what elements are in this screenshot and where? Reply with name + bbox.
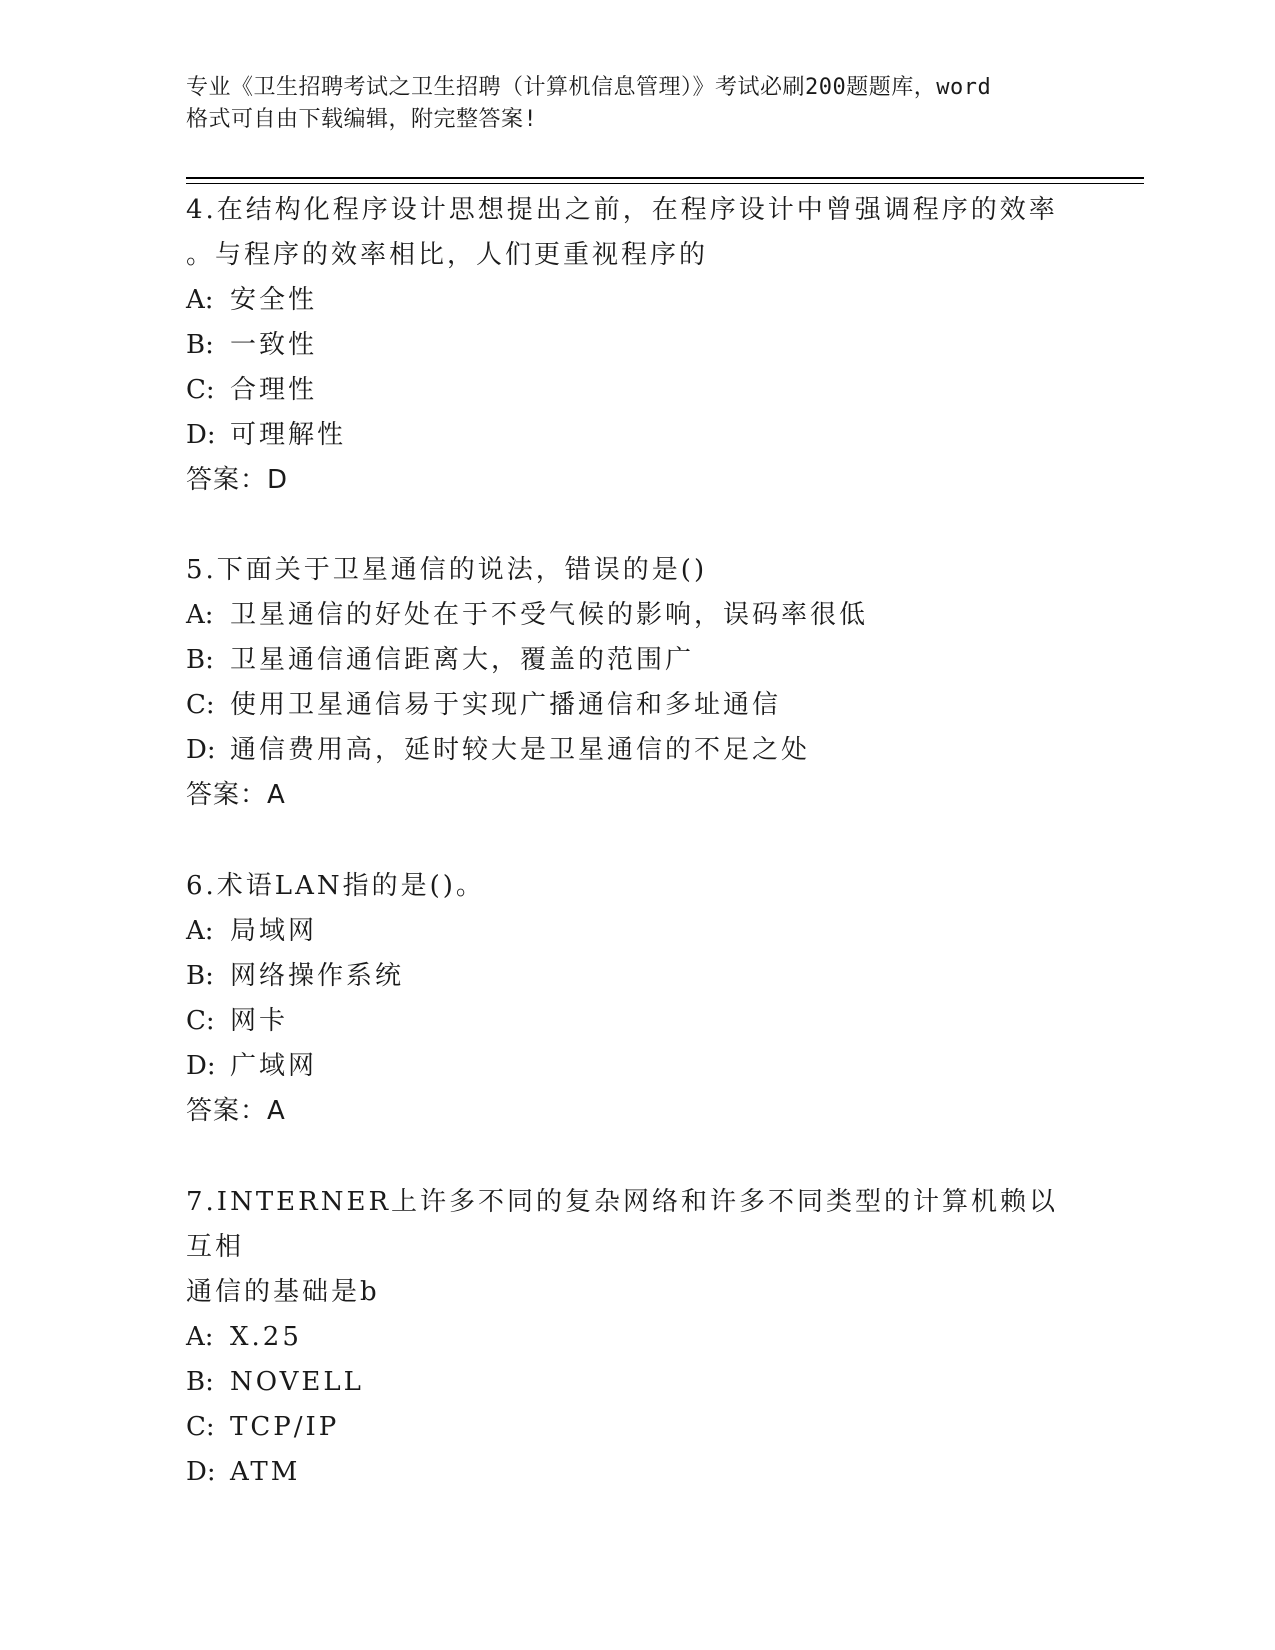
question-stem <box>186 548 1086 593</box>
option-text: 合理性 <box>230 375 318 405</box>
option-text: 局域网 <box>230 916 318 946</box>
option-text: 卫星通信通信距离大，覆盖的范围广 <box>230 645 695 675</box>
question-7 <box>186 1180 1086 1495</box>
option-text: 一致性 <box>230 330 318 360</box>
answer-line: 答案：A <box>186 1096 286 1126</box>
question-5 <box>186 548 1086 818</box>
option-b <box>186 638 1086 683</box>
option-b <box>186 954 1086 999</box>
option-letter: D: <box>186 735 216 765</box>
option-letter: B: <box>186 961 214 991</box>
question-stem-line-2: 。与程序的效率相比，人们更重视程序的 <box>186 240 709 270</box>
question-stem <box>186 1180 1086 1315</box>
option-a <box>186 909 1086 954</box>
option-text: 使用卫星通信易于实现广播通信和多址通信 <box>230 690 782 720</box>
option-text: 通信费用高，延时较大是卫星通信的不足之处 <box>230 735 811 765</box>
question-stem-line-2: 通信的基础是b <box>186 1277 380 1307</box>
option-text: 网卡 <box>230 1006 289 1036</box>
option-letter: A: <box>186 285 214 315</box>
option-d <box>186 1450 1086 1495</box>
question-4 <box>186 188 1086 503</box>
option-text: NOVELL <box>230 1367 364 1397</box>
option-letter: C: <box>186 1006 215 1036</box>
option-letter: C: <box>186 375 215 405</box>
option-letter: B: <box>186 1367 214 1397</box>
question-6 <box>186 864 1086 1134</box>
answer-line: 答案：D <box>186 465 289 495</box>
option-c <box>186 368 1086 413</box>
option-c <box>186 1405 1086 1450</box>
option-b <box>186 323 1086 368</box>
option-a <box>186 1315 1086 1360</box>
option-d <box>186 413 1086 458</box>
question-stem-line-1: 4.在结构化程序设计思想提出之前，在程序设计中曾强调程序的效率 <box>186 195 1058 225</box>
option-letter: D: <box>186 1051 216 1081</box>
option-c <box>186 683 1086 728</box>
option-d <box>186 1044 1086 1089</box>
option-letter: C: <box>186 690 215 720</box>
option-text: ATM <box>230 1457 301 1487</box>
option-text: 卫星通信的好处在于不受气候的影响，误码率很低 <box>230 600 869 630</box>
question-stem-line-1: 7.INTERNER上许多不同的复杂网络和许多不同类型的计算机赖以互相 <box>186 1187 1059 1262</box>
header-line-1: 专业《卫生招聘考试之卫生招聘（计算机信息管理）》考试必刷200题题库，word <box>186 75 992 100</box>
option-d <box>186 728 1086 773</box>
header-line-2: 格式可自由下载编辑，附完整答案! <box>186 107 538 132</box>
question-stem <box>186 864 1086 909</box>
option-letter: D: <box>186 1457 216 1487</box>
option-a <box>186 278 1086 323</box>
header-divider-thick <box>186 177 1144 179</box>
option-letter: D: <box>186 420 216 450</box>
option-letter: C: <box>186 1412 215 1442</box>
question-stem-line-1: 5.下面关于卫星通信的说法，错误的是() <box>186 555 708 585</box>
option-letter: A: <box>186 1322 214 1352</box>
option-a <box>186 593 1086 638</box>
option-text: 网络操作系统 <box>230 961 405 991</box>
answer-line: 答案：A <box>186 780 286 810</box>
option-text: 安全性 <box>230 285 318 315</box>
option-text: 可理解性 <box>230 420 347 450</box>
option-letter: A: <box>186 600 214 630</box>
option-c <box>186 999 1086 1044</box>
option-letter: B: <box>186 645 214 675</box>
option-letter: A: <box>186 916 214 946</box>
question-stem-line-1: 6.术语LAN指的是()。 <box>186 871 485 901</box>
header-divider-thin <box>186 183 1144 184</box>
question-stem <box>186 188 1086 278</box>
option-letter: B: <box>186 330 214 360</box>
option-text: TCP/IP <box>230 1412 340 1442</box>
option-text: X.25 <box>230 1322 302 1352</box>
option-text: 广域网 <box>230 1051 318 1081</box>
option-b <box>186 1360 1086 1405</box>
document-header <box>186 72 1086 136</box>
